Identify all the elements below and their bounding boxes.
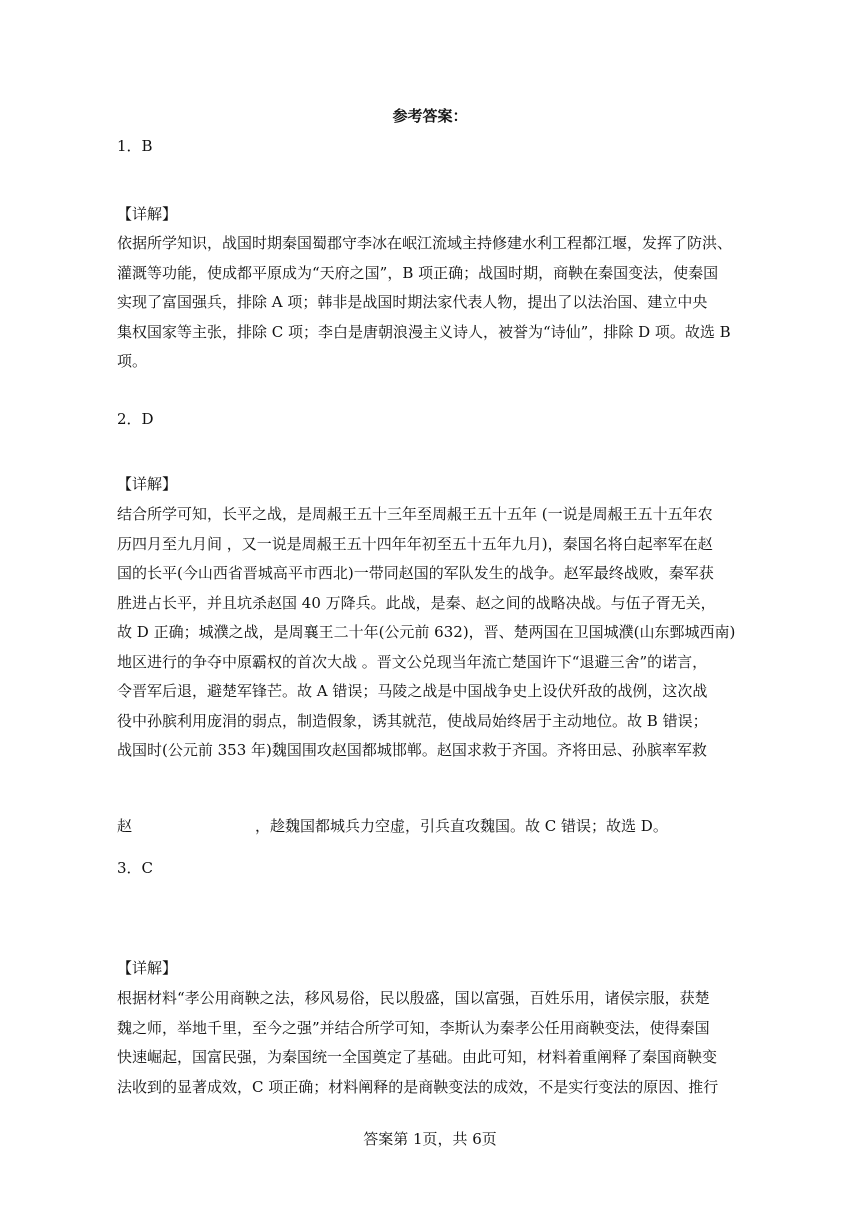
question-3-line: 法收到的显著成效，C 项正确；材料阐释的是商鞅变法的成效，不是实行变法的原因、推行 (117, 1077, 719, 1096)
question-3-line: 魏之师，举地千里，至今之强”并结合所学可知，李斯认为秦孝公任用商鞅变法，使得秦国 (117, 1018, 710, 1037)
question-1-line: 灌溉等功能，使成都平原成为“天府之国”，B 项正确；战国时期，商鞅在秦国变法，使秦国 (117, 263, 719, 282)
question-2-line: 地区进行的争夺中原霸权的首次大战 。晋文公兑现当年流亡楚国许下“退避三舍”的诺言， (117, 652, 708, 671)
question-2-last-line-start: 赵 (117, 817, 133, 835)
question-1-line: 项。 (117, 352, 148, 370)
question-3-line: 快速崛起，国富民强，为秦国统一全国奠定了基础。由此可知，材料着重阐释了秦国商鞅变 (117, 1048, 718, 1066)
question-2-line: 胜进占长平，并且坑杀赵国 40 万降兵。此战，是秦、赵之间的战略决战。与伍子胥无关， (117, 593, 716, 612)
question-2-line: 故 D 正确；城濮之战，是周襄王二十年(公元前 632)，晋、楚两国在卫国城濮(山东鄄城西南) (117, 623, 736, 641)
question-2-last-line (117, 812, 743, 842)
question-1-line: 依据所学知识，战国时期秦国蜀郡守李冰在岷江流域主持修建水利工程都江堰，发挥了防洪、 (117, 234, 733, 252)
question-3-detail-label: 【详解】 (117, 959, 178, 977)
question-2-last-line-end: ，趁魏国都城兵力空虚，引兵直攻魏国。故 C 错误；故选 D。 (255, 817, 668, 835)
question-2-answer: 2．D (117, 410, 154, 428)
question-3-line: 根据材料“孝公用商鞅之法，移风易俗，民以殷盛，国以富强，百姓乐用，诸侯宗服，获楚 (117, 989, 710, 1007)
question-1-line: 实现了富国强兵，排除 A 项；韩非是战国时期法家代表人物，提出了以法治国、建立中央 (117, 293, 708, 311)
question-2-line: 役中孙膑利用庞涓的弱点，制造假象，诱其就范，使战局始终居于主动地位。故 B 错误； (117, 711, 708, 730)
question-2-line: 结合所学可知，长平之战，是周赧王五十三年至周赧王五十五年 (一说是周赧王五十五年农 (117, 505, 713, 523)
question-3-answer: 3．C (117, 859, 154, 877)
question-2-line: 国的长平(今山西省晋城高平市西北)一带同赵国的军队发生的战争。赵军最终战败，秦军获 (117, 564, 714, 582)
question-3-explanation (117, 984, 743, 1102)
page-footer: 答案第 1页，共 6页 (363, 1130, 497, 1148)
question-2-explanation (117, 500, 743, 766)
question-1-line: 集权国家等主张，排除 C 项；李白是唐朝浪漫主义诗人，被誉为“诗仙”，排除 D 项。故选 B (117, 322, 731, 341)
question-2-line: 战国时(公元前 353 年)魏国围攻赵国都城邯郸。赵国求救于齐国。齐将田忌、孙膑率军救 (117, 741, 707, 759)
question-1-detail-label: 【详解】 (117, 205, 178, 223)
question-2-line: 历四月至九月间 ，又一说是周赧王五十四年年初至五十五年九月)，秦国名将白起率军在赵 (117, 534, 713, 553)
question-1-explanation (117, 229, 743, 377)
question-1-answer: 1．B (117, 137, 153, 155)
page-title: 参考答案： (392, 107, 468, 125)
question-2-detail-label: 【详解】 (117, 475, 178, 493)
question-2-line: 令晋军后退，避楚军锋芒。故 A 错误；马陵之战是中国战争史上设伏歼敌的战例，这次战 (117, 682, 708, 700)
